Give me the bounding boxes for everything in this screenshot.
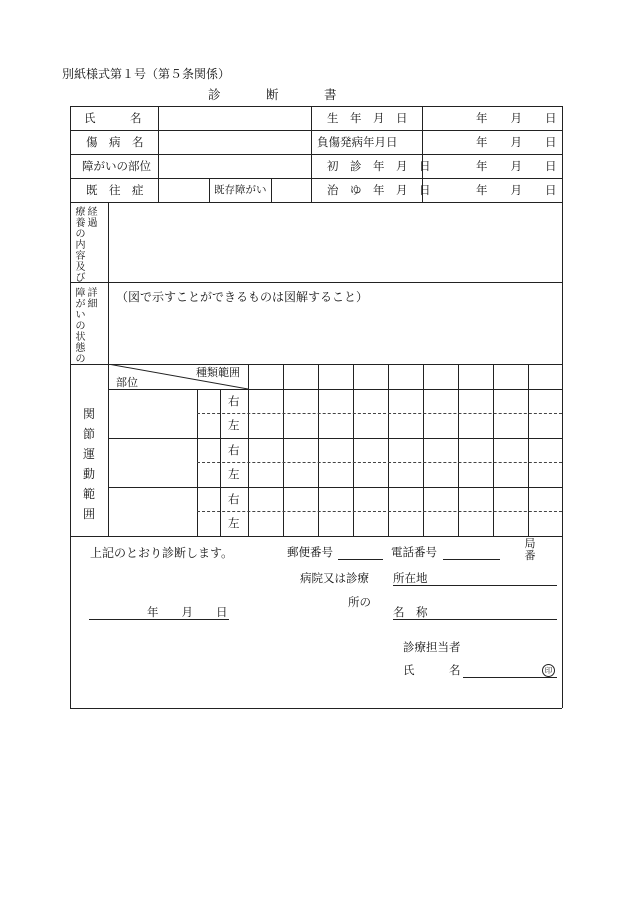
phone-label: 電話番号	[391, 545, 437, 559]
progress-label-1: 経過	[87, 207, 98, 229]
seal-mark: 印	[542, 664, 555, 677]
disability-site-label: 障がいの部位	[82, 159, 151, 173]
first-visit-value: 年 月 日	[476, 159, 557, 173]
left-label-1: 左	[228, 418, 240, 432]
diagram-note: （図で示すことができるものは図解すること）	[116, 290, 369, 304]
birth-date-label: 生 年 月 日	[327, 111, 408, 125]
injury-date-label: 負傷発病年月日	[317, 135, 398, 149]
facility-name-label: 名 称	[393, 605, 428, 619]
detail-label-1: 詳細	[87, 288, 98, 310]
progress-label-2: 療養の内容及び	[75, 207, 86, 284]
doctor-name-label: 氏 名	[403, 663, 461, 677]
right-label-1: 右	[228, 394, 240, 408]
address-label: 所在地	[393, 571, 428, 585]
name-field[interactable]	[160, 108, 310, 128]
left-label-3: 左	[228, 516, 240, 530]
facility-name-field[interactable]	[430, 605, 556, 619]
cure-date-label: 治 ゆ 年 月 日	[327, 183, 431, 197]
injury-date-value: 年 月 日	[476, 135, 557, 149]
progress-field[interactable]	[110, 205, 560, 280]
diagnosis-date: 年 月 日	[147, 605, 228, 619]
detail-field[interactable]	[110, 306, 560, 362]
joint-part-field-3[interactable]	[110, 489, 196, 535]
joint-range-label: 関節運動範囲	[82, 407, 95, 521]
detail-label-2: 障がいの状態の	[75, 288, 86, 365]
name-label: 氏 名	[84, 111, 142, 125]
phone-field[interactable]	[443, 545, 500, 559]
existing-disability-label: 既存障がい	[214, 184, 267, 196]
existing-disability-field[interactable]	[273, 180, 310, 200]
part-header: 部位	[116, 376, 138, 389]
postal-label: 郵便番号	[287, 545, 333, 559]
doctor-label: 診療担当者	[403, 640, 461, 654]
address-field[interactable]	[430, 571, 556, 585]
document-title: 診 断 書	[208, 87, 339, 102]
injury-name-label: 傷 病 名	[86, 135, 144, 149]
hospital-label-2: 所の	[348, 595, 371, 609]
hospital-label: 病院又は診療	[300, 571, 369, 585]
diagnosis-date-field[interactable]	[89, 605, 229, 619]
medical-history-label: 既 往 症	[86, 183, 144, 197]
birth-date-value: 年 月 日	[476, 111, 557, 125]
medical-history-field[interactable]	[160, 180, 208, 200]
type-range-header: 種類範囲	[196, 366, 240, 379]
left-label-2: 左	[228, 467, 240, 481]
first-visit-label: 初 診 年 月 日	[327, 159, 431, 173]
exchange-label: 局番	[524, 537, 536, 562]
right-label-3: 右	[228, 492, 240, 506]
diagnosis-statement: 上記のとおり診断します。	[90, 546, 234, 560]
joint-part-field-2[interactable]	[110, 440, 196, 486]
postal-field[interactable]	[338, 545, 383, 559]
injury-name-field[interactable]	[160, 132, 310, 152]
joint-part-field-1[interactable]	[110, 391, 196, 437]
disability-site-field[interactable]	[160, 156, 310, 176]
form-number: 別紙様式第１号（第５条関係）	[62, 67, 231, 81]
doctor-name-field[interactable]	[463, 663, 541, 677]
right-label-2: 右	[228, 443, 240, 457]
cure-date-value: 年 月 日	[476, 183, 557, 197]
